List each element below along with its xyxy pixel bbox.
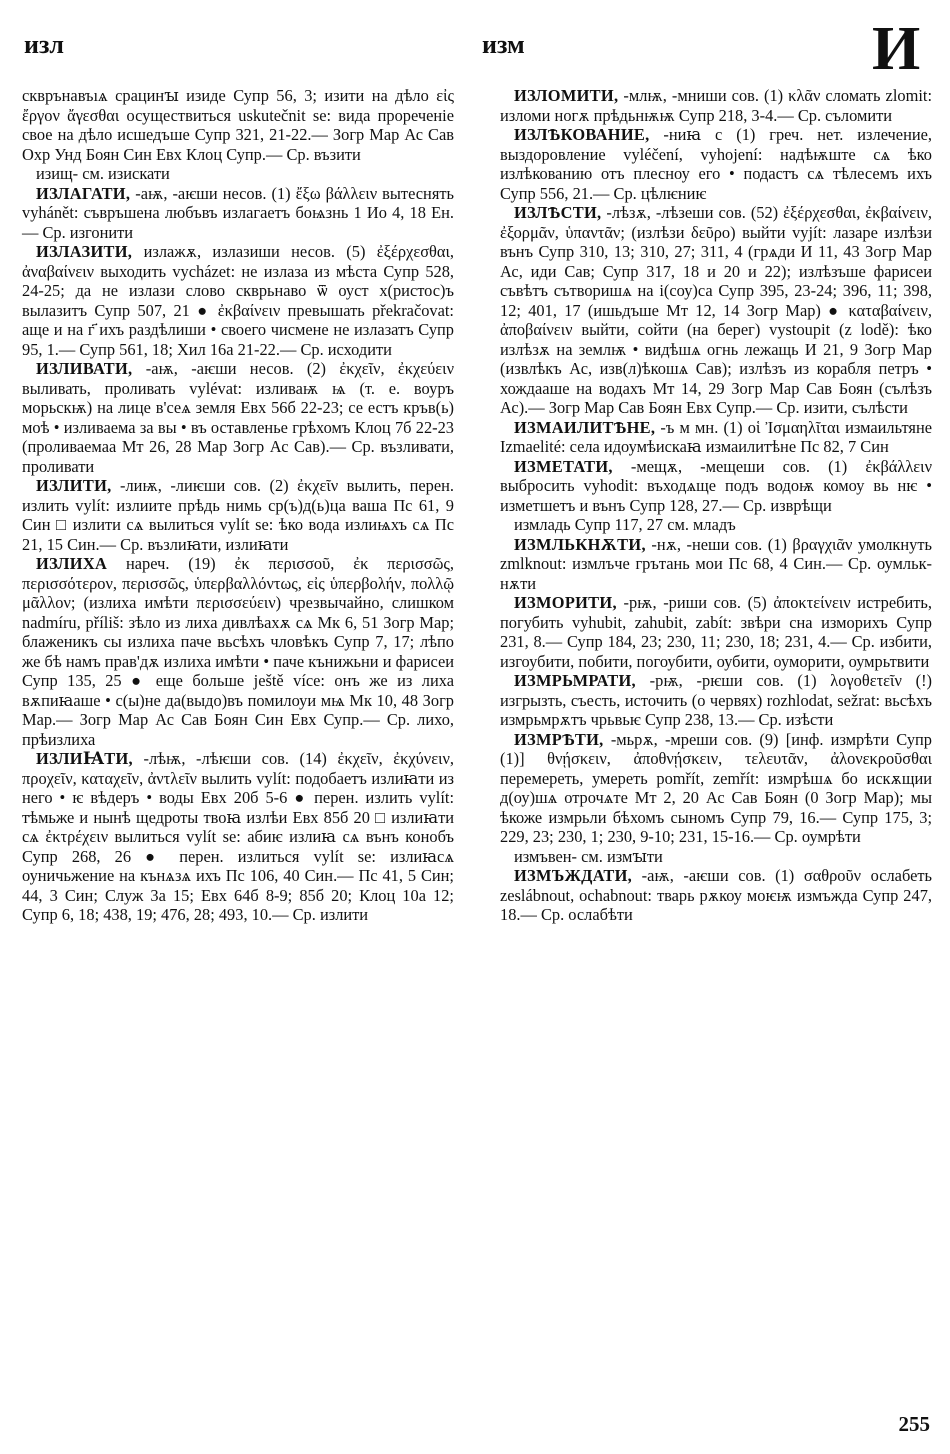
dictionary-entry: [500, 515, 932, 535]
entry-body: измъвен- см. измꙑти: [514, 846, 663, 866]
entry-body: -нѫ, -неши сов. (1) βραγχιᾶν умолкнуть zmlknout: измлъче грътань мои Пс 68, 4 Син.— Ср. оумлькнѫти: [500, 534, 932, 593]
entry-headword: ИЗЛѢКОВАНИЕ,: [514, 125, 650, 144]
dictionary-entry: [22, 86, 454, 164]
dictionary-entry: [22, 242, 454, 359]
entry-headword: ИЗЛАЗИТИ,: [36, 242, 133, 261]
entry-body: -лѣзѫ, -лѣзеши сов. (52) ἐξέρχεσθαι, ἐκβαίνειν, ἐξορμᾶν, ὑπαντᾶν; (излѣзи δεῦρο) выйти vyjít: лазаре излѣзи вънъ Супр 310, 13; 310, 27; 311, 4 (грѧди И 11, 43 Зогр Мар Ас, иди Сав; Супр 317, 18 и 20 и 22); излѣзъше фарисеи съвѣтъ сътворишѧ на і(соу)са Супр 395, 23-24; 396, 11; 398, 12; 401, 17 (ишьдъше Мт 12, 14 Зогр Мар) ● καταβαίνειν, ἀποβαίνειν выйти, сойти (на берег) vystoupit (z lodě): ѣко излѣзѫ на землѭ • видѣшѧ огнь лежащь И 21, 9 Зогр Мар (извлѣкъ Ас, изв(л)ѣкошѧ Сав); излѣзъ из корабля петръ • хождааше на водахъ Мт 14, 29 Зогр Мар Сав Боян (сълѣзъ Ас).— Зогр Мар Сав Боян Евх Супр.— Ср. изити, сълѣсти: [500, 203, 932, 417]
running-head-left: изл: [24, 30, 65, 59]
entry-body: излажѫ, излазиши несов. (5) ἐξέρχεσθαι, ἀναβαίνειν выходить vycházet: не излаза из мѣста Супр 528, 24-25; да не излази слово скврьнаво ѿ оуст х(ристос)ъ вылазитъ Супр 507, 21 ● ἐκβαίνειν превышать překračovat: аще и на г҃ ихъ раздѣлиши • своего чисмене не излазатъ Супр 95, 1.— Супр 561, 18; Хил 16а 21-22.— Ср. исходити: [22, 242, 454, 359]
entry-body: -мьрѫ, -мреши сов. (9) [инф. измрѣти Супр (1)] θνῄσκειν, ἀποθνῄσκειν, τελευτᾶν, ἀλονεκροῦσθαι перемереть, умереть pomřít, zemřít: измрѣшѧ бо искѫщии д(оу)шѧ отрочѧте Мт 2, 20 Ас Сав Боян (0 Зогр Мар); мы ѣкоже измрьли бѣхомъ сыномъ Супр 79, 16.— Супр 175, 3; 229, 23; 230, 1; 230, 9-10; 231, 15-16.— Ср. оумрѣти: [500, 729, 932, 846]
entry-body: изищ- см. изискати: [36, 164, 170, 183]
entry-body: -рѭ, -рѥши сов. (1) λογοθετεῖν (!) изгрызть, съесть, источить (о червях) rozhlodat, sežrat: вьсѣхъ измрьмрѫтъ чрьвьѥ Супр 238, 13.— Ср. изѣсти: [500, 671, 932, 729]
section-letter: И: [872, 15, 921, 83]
dictionary-entry: [500, 125, 932, 203]
entry-headword: ИЗЛѢСТИ,: [514, 203, 602, 222]
entry-body: -ъ м мн. (1) οἱ Ἰσμαηλῖται измаильтяне Izmaelité: села идоумѣискаꙗ измаилитѣне Пс 82, 7 Син: [500, 417, 932, 456]
entry-headword: ИЗМЪЖДАТИ,: [514, 866, 633, 885]
entry-headword: ИЗМОРИТИ,: [514, 593, 617, 612]
entry-body: -лѣѭ, -лѣѥши сов. (14) ἐκχεῖν, ἐκχύνειν, προχεῖν, καταχεῖν, ἀντλεῖν вылить vylít: подобаетъ излиꙗти из него • ѥ вѣдеръ • воды Евх 20б 5-6 ● перен. излить vylít: тѣмьже и нынѣ щедроты твоꙗ излѣи Евх 85б 20 □ излиꙗти сѧ ἐκτρέχειν вылиться vylít se: абиѥ излиꙗ сѧ вънъ конобъ Супр 268, 26 ● перен. излиться vylít se: излиꙗсѧ оуничьжение на кънѧзѧ ихъ Пс 106, 40 Син.— Пс 41, 5 Син; 44, 3 Син; Служ 3а 15; Евх 64б 8-9; 85б 20; Клоц 10а 12; Супр 6, 18; 438, 19; 476, 28; 493, 10.— Ср. излити: [22, 749, 454, 924]
entry-body: -аѭ, -аѥши несов. (2) ἐκχεῖν, ἐκχεύειν выливать, проливать vylévat: изливаѭ ѩ (т. е. воуръ морьскѭ) на лице в'сеѧ земля Евх 56б 22-23; се естъ кръв(ь) моѣ • изливаема за вы • въ оставленье грѣхомъ Клоц 7б 22-23 (проливаемаа Мт 26, 28 Мар Зогр Ас Сав).— Ср. възливати, проливати: [22, 359, 454, 476]
entry-headword: ИЗМЛЬКНѪТИ,: [514, 534, 646, 554]
entry-body: нареч. (19) ἐκ περισσοῦ, ἐκ περισσῶς, περισσότερον, περισσῶς, ὑπερβαλλόντως, εἰς ὑπερβολήν, πολλῷ μᾶλλον; (излиха имѣти περισσεύειν) чрезвычайно, слишком nadmíru, příliš: зѣло из лиха дивлѣахѫ сѧ Мк 6, 51 Зогр Мар; блаженикъ сы излиха паче вьсѣхъ чловѣкъ Супр 7, 17; лѣпо же бѣ намъ прав'дѫ излиха имѣти • паче кънижьни и фарисеи Супр 135, 25 ● еще больше ještě více: онъ же из лиха вѫпиꙗаше • с(ы)не да(выдо)въ помилоуи мѩ Мк 10, 48 Зогр Мар.— Зогр Мар Ас Сав Боян Син Евх Супр.— Ср. лихо, прѣизлиха: [22, 554, 454, 749]
dictionary-entry: [22, 359, 454, 476]
dictionary-entry: [500, 847, 932, 867]
entry-body: скврънавъıѧ срацинꙑ изиде Супр 56, 3; изити на дѣло εἰς ἔργον ἄγεσθαι осуществиться uskutečnit se: вида прореченіе свое на дѣло исшедъше Супр 321, 21-22.— Зогр Мар Ас Сав Охр Унд Боян Син Евх Клоц Супр.— Ср. възити: [22, 86, 454, 164]
entry-headword: ИЗЛОМИТИ,: [514, 86, 619, 105]
entry-headword: ИЗМАИЛИТѢНЕ,: [514, 417, 656, 437]
dictionary-entry: [500, 203, 932, 418]
page-number: 255: [898, 1412, 930, 1436]
dictionary-entry: [22, 554, 454, 749]
entry-body: -аѭ, -аѥши несов. (1) ἔξω βάλλειν вытеснять vyhánět: съвръшена любъвъ излагаетъ боѩзнь 1 Ио 4, 18 Ен.— Ср. изгонити: [22, 183, 454, 242]
dictionary-entry: [22, 184, 454, 243]
entry-body: -аѭ, -аѥши сов. (1) σαθροῦν ослабеть zeslábnout, ochabnout: тварь рѫкоу моѥѭ измъжда Супр 247, 18.— Ср. ослабѣти: [500, 866, 932, 924]
left-column: [22, 86, 454, 925]
dictionary-entry: [500, 866, 932, 925]
entry-headword: ИЗМЕТАТИ,: [514, 456, 613, 476]
dictionary-entry: [500, 535, 932, 594]
entry-headword: ИЗЛИТИ,: [36, 476, 112, 495]
entry-body: -ниꙗ с (1) греч. нет. излечение, выздоровление vyléčení, vyhojení: надѣѭште сѧ ѣко излѣкованию отъ плесноу его • подастъ сѧ тѣлесемъ ихъ Супр 556, 21.— Ср. цѣлѥниѥ: [500, 125, 932, 203]
entry-headword: ИЗЛИВАТИ,: [36, 359, 133, 378]
dictionary-entry: [500, 86, 932, 125]
right-column: [500, 86, 932, 925]
entry-headword: ИЗМРѢТИ,: [514, 729, 604, 749]
dictionary-entry: [500, 457, 932, 516]
entry-headword: ИЗЛАГАТИ,: [36, 183, 131, 203]
entry-headword: ИЗМРЬМРАТИ,: [514, 671, 636, 690]
entry-headword: ИЗЛИꙖТИ,: [36, 749, 133, 768]
entry-body: -млѭ, -мниши сов. (1) κλᾶν сломать zlomit: изломи ногѫ прѣдьнѭѭ Супр 218, 3-4.— Ср. съломити: [500, 86, 932, 125]
dictionary-entry: [22, 476, 454, 554]
entry-body: -мещѫ, -мещеши сов. (1) ἐκβάλλειν выбросить vyhodit: въходѧще подъ водоѭ комоу вь нѥ • изметшетъ и вънъ Супр 128, 27.— Ср. изврѣщи: [500, 456, 932, 515]
dictionary-entry: [500, 418, 932, 457]
dictionary-entry: [500, 730, 932, 847]
dictionary-entry: [22, 749, 454, 925]
dictionary-entry: [500, 671, 932, 730]
entry-body: -рѭ, -риши сов. (5) ἀποκτείνειν истребить, погубить vyhubit, zahubit, zabít: звѣри сна изморихъ Супр 231, 8.— Супр 184, 23; 230, 11; 230, 18; 231, 4.— Ср. избити, изгоубити, побити, погоубити, оубити, оуморити, оумрьтвити: [500, 593, 932, 671]
entry-body: -лиѭ, -лиѥши сов. (2) ἐκχεῖν вылить, перен. излить vylít: излиите прѣдь нимь ср(ъ)д(ь)ца ваша Пс 61, 9 Син □ излити сѧ вылиться vylít se: ѣко вода излиѩхъ сѧ Пс 21, 15 Син.— Ср. възлиꙗти, излиꙗти: [22, 476, 454, 554]
dictionary-entry: [22, 164, 454, 184]
running-head-center: изм: [482, 30, 525, 59]
entry-body: измладь Супр 117, 27 см. младъ: [514, 515, 736, 534]
dictionary-entry: [500, 593, 932, 671]
entry-headword: ИЗЛИХА: [36, 554, 108, 573]
